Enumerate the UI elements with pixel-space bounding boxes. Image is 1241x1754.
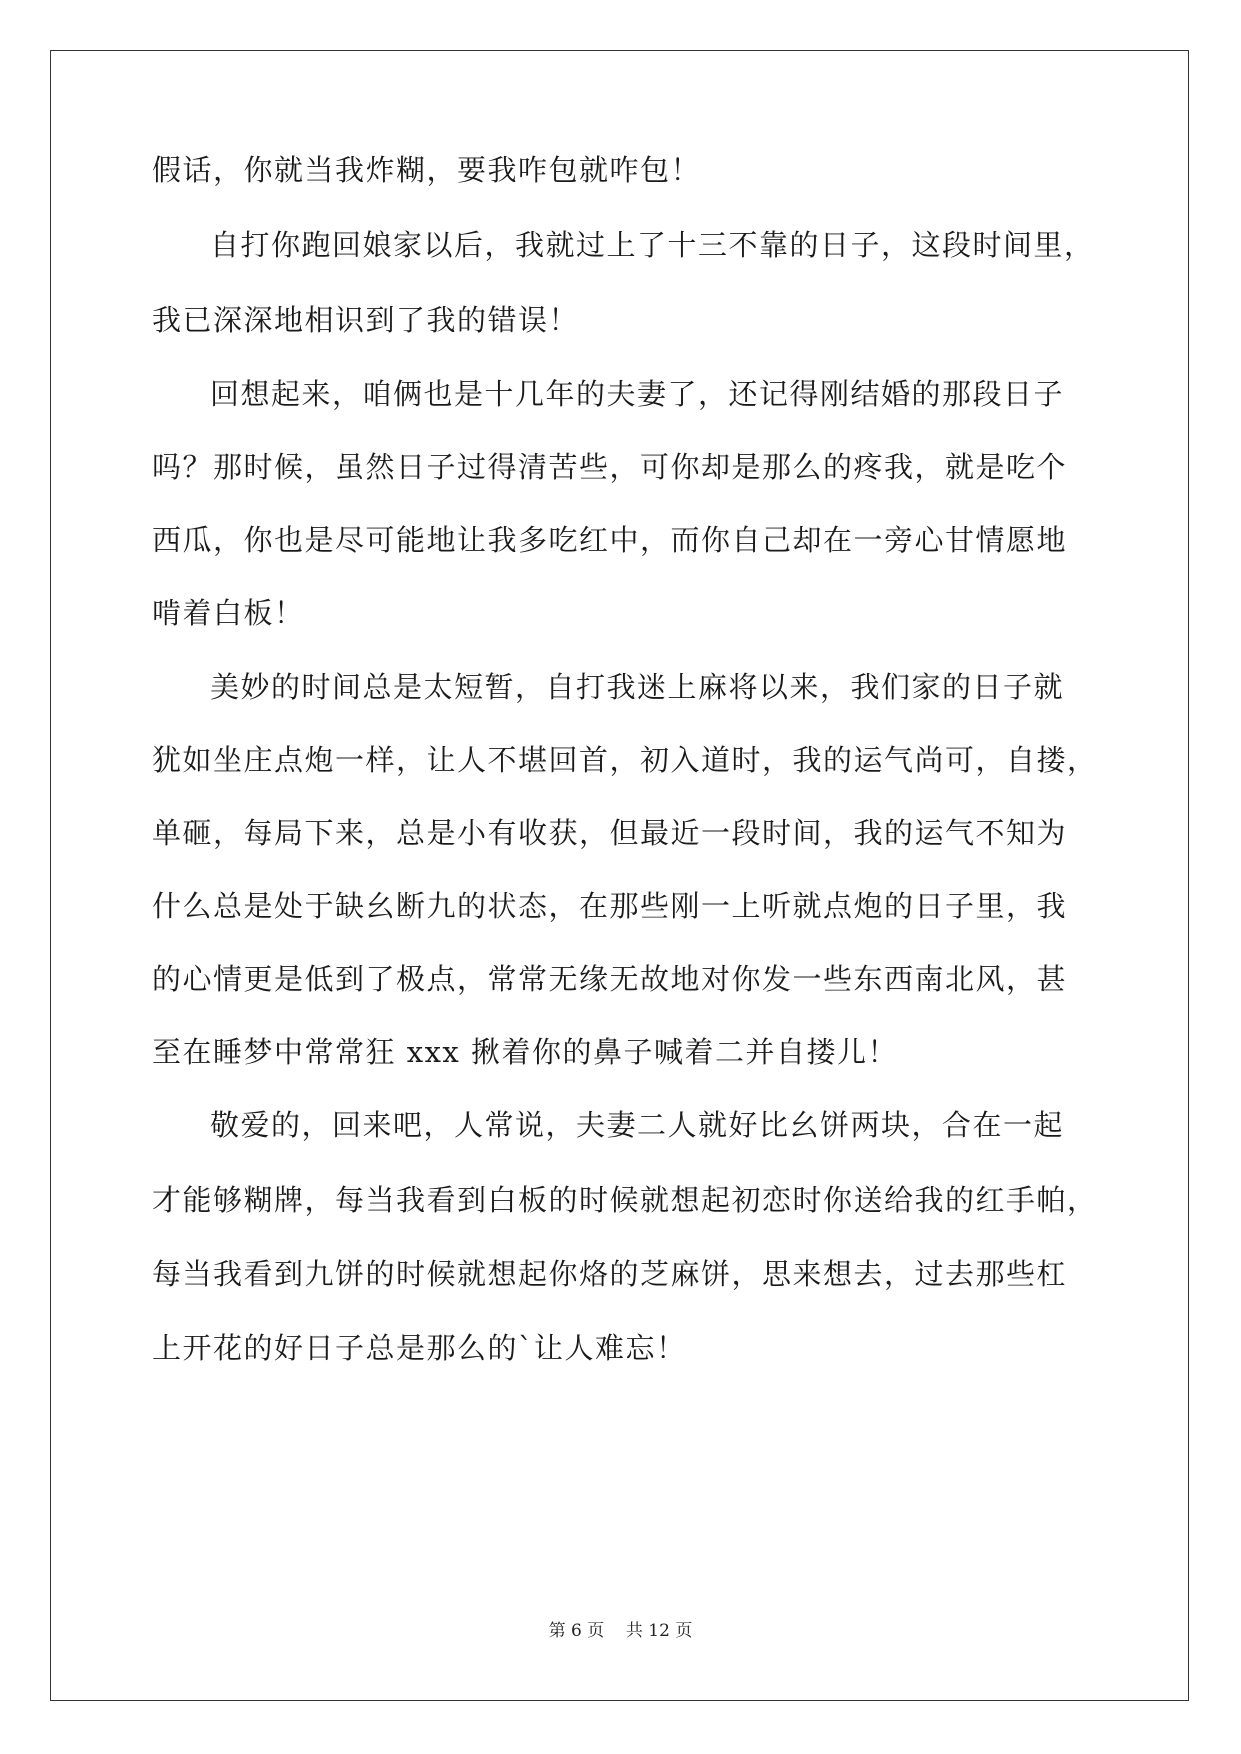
text-line: 假话，你就当我炸糊，要我咋包就咋包！ [152, 153, 702, 187]
page-footer [0, 1619, 1241, 1643]
text-line: 吗？那时候，虽然日子过得清苦些，可你却是那么的疼我，就是吃个 [152, 450, 1068, 484]
paragraph-start-line: 美妙的时间总是太短暂，自打我迷上麻将以来，我们家的日子就 [210, 670, 1065, 704]
page-border [50, 50, 1189, 1701]
text-line: 至在睡梦中常常狂 xxx 揪着你的鼻子喊着二并自搂儿！ [152, 1035, 899, 1069]
text-line: 我已深深地相识到了我的错误！ [152, 303, 580, 337]
text-line: 犹如坐庄点炮一样，让人不堪回首，初入道时，我的运气尚可，自搂， [152, 743, 1098, 777]
text-line: 单砸，每局下来，总是小有收获，但最近一段时间，我的运气不知为 [152, 816, 1068, 850]
text-line: 啃着白板！ [152, 596, 305, 630]
paragraph-start-line: 自打你跑回娘家以后，我就过上了十三不靠的日子，这段时间里， [210, 228, 1095, 262]
text-line: 什么总是处于缺幺断九的状态，在那些刚一上听就点炮的日子里，我 [152, 889, 1068, 923]
text-line: 的心情更是低到了极点，常常无缘无故地对你发一些东西南北风，甚 [152, 962, 1068, 996]
page-number: 第 6 页 [548, 1621, 605, 1641]
text-line: 才能够糊牌，每当我看到白板的时候就想起初恋时你送给我的红手帕， [152, 1183, 1098, 1217]
text-line: 上开花的好日子总是那么的`让人难忘！ [152, 1331, 687, 1365]
page-total: 共 12 页 [625, 1621, 693, 1641]
paragraph-start-line: 回想起来，咱俩也是十几年的夫妻了，还记得刚结婚的那段日子 [210, 377, 1065, 411]
text-line: 每当我看到九饼的时候就想起你烙的芝麻饼，思来想去，过去那些杠 [152, 1257, 1068, 1291]
paragraph-start-line: 敬爱的，回来吧，人常说，夫妻二人就好比幺饼两块，合在一起 [210, 1108, 1065, 1142]
text-line: 西瓜，你也是尽可能地让我多吃红中，而你自己却在一旁心甘情愿地 [152, 523, 1068, 557]
